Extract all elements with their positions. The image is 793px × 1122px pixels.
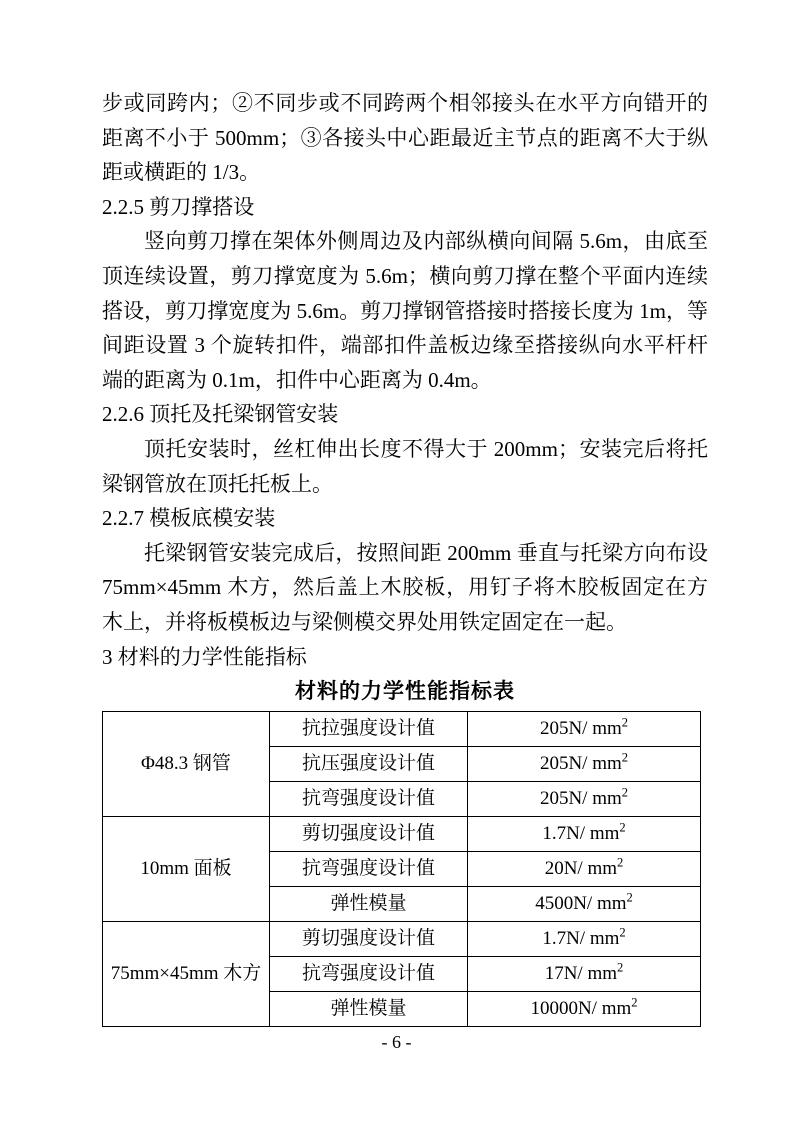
value-cell [468,746,701,781]
table-row [103,711,701,746]
value-cell [468,921,701,956]
paragraph-scissor-brace: 竖向剪刀撑在架体外侧周边及内部纵横向间隔 5.6m，由底至顶连续设置，剪刀撑宽度为 5.6m；横向剪刀撑在整个平面内连续搭设，剪刀撑宽度为 5.6m。剪刀撑钢管搭接时搭接长度为 1m，等间距设置 3 个旋转扣件，端部扣件盖板边缘至搭接纵向水平杆杆端的距离为 0.1m，扣件中心距离为 0.4m。 [102,229,708,392]
value-exponent: 2 [617,960,624,975]
property-cell: 剪切强度设计值 [270,816,468,851]
value-exponent: 2 [626,890,633,905]
page-footer [0,1032,793,1053]
value-number: 4500N/ mm [535,892,627,914]
table-row [103,816,701,851]
value-number: 10000N/ mm [530,997,632,1019]
value-exponent: 2 [619,925,626,940]
page-number: - 6 - [381,1032,412,1052]
value-cell [468,991,701,1026]
property-cell: 抗弯强度设计值 [270,956,468,991]
value-exponent: 2 [631,995,638,1010]
value-exponent: 2 [621,785,629,800]
section-heading-2-2-6: 2.2.6 顶托及托梁钢管安装 [102,402,339,427]
table-row [103,921,701,956]
value-cell [468,711,701,746]
value-exponent: 2 [619,820,626,835]
property-cell: 抗压强度设计值 [270,746,468,781]
value-number: 1.7N/ mm [542,822,620,844]
section-heading-2-2-5: 2.2.5 剪刀撑搭设 [102,194,255,219]
material-cell: 10mm 面板 [103,816,270,921]
value-cell [468,851,701,886]
property-cell: 弹性模量 [270,991,468,1026]
material-properties-table [102,711,701,1027]
paragraph-continuation: 步或同跨内；②不同步或不同跨两个相邻接头在水平方向错开的距离不小于 500mm；③各接头中心距最近主节点的距离不大于纵距或横距的 1/3。 [102,91,708,185]
value-number: 1.7N/ mm [542,927,620,949]
section-heading-3: 3 材料的力学性能指标 [102,644,307,669]
value-exponent: 2 [617,855,624,870]
property-cell: 剪切强度设计值 [270,921,468,956]
paragraph-formwork: 托梁钢管安装完成后，按照间距 200mm 垂直与托梁方向布设 75mm×45mm 木方，然后盖上木胶板，用钉子将木胶板固定在方木上，并将板模板边与梁侧模交界处用铁定固定在一起。 [102,540,708,634]
value-exponent: 2 [621,715,629,730]
table-caption: 材料的力学性能指标表 [295,679,515,704]
table-body [103,711,701,1026]
value-number: 20N/ mm [544,857,618,879]
property-cell: 抗拉强度设计值 [270,711,468,746]
paragraph-jack-support: 顶托安装时，丝杠伸出长度不得大于 200mm；安装完后将托梁钢管放在顶托托板上。 [102,436,708,496]
value-number: 205N/ mm [539,717,622,739]
value-exponent: 2 [621,750,629,765]
property-cell: 抗弯强度设计值 [270,851,468,886]
property-cell: 抗弯强度设计值 [270,781,468,816]
value-cell [468,816,701,851]
value-number: 205N/ mm [539,752,622,774]
property-cell: 弹性模量 [270,886,468,921]
material-cell: Φ48.3 钢管 [103,711,270,816]
value-cell [468,956,701,991]
value-cell [468,886,701,921]
section-heading-2-2-7: 2.2.7 模板底模安装 [102,506,276,531]
material-cell: 75mm×45mm 木方 [103,921,270,1026]
value-number: 205N/ mm [539,787,622,809]
page-content [102,86,708,1027]
value-number: 17N/ mm [544,962,618,984]
value-cell [468,781,701,816]
